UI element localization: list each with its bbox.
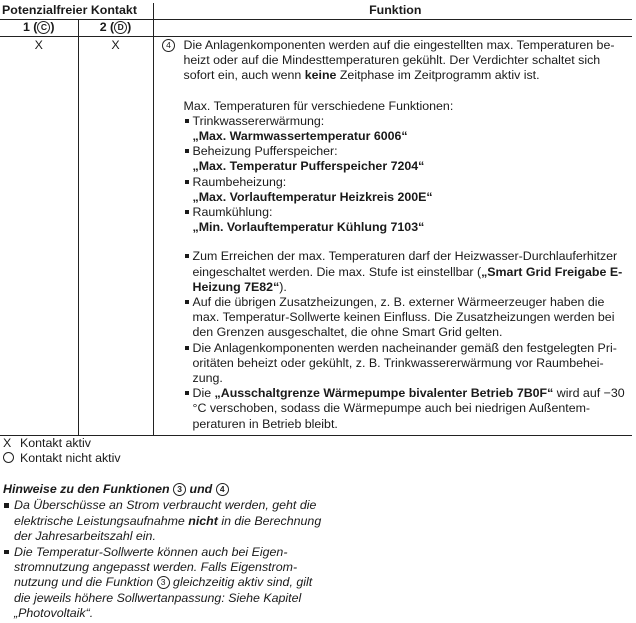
legend-inactive-text: Kontakt nicht aktiv [20,451,121,465]
list-item: Auf die übrigen Zusatzheizungen, z. B. externer Wärmeerzeuger haben die max. Temperatur-Sollwerte keinen Einfluss. Die Zusatzheizungen werden bei den Grenzen ausgeschaltet, die ohne Smart Grid gelten. [184,295,629,341]
temperatures-intro: Max. Temperaturen für verschiedene Funktionen: [183,98,454,113]
col2-num: 2 [99,20,107,34]
notes-section [3,482,323,622]
col2-header: 2 ( D ) [78,20,153,37]
list-item: Beheizung Pufferspeicher: „Max. Temperatur Pufferspeicher 7204“ [184,144,629,174]
list-item: Die Anlagenkomponenten werden nacheinander gemäß den festgelegten Prioritäten beheizt oder gekühlt, z. B. Trinkwassererwärmung vor Raumbeheizung. [184,341,629,387]
row-contact-2: X [78,37,153,436]
legend-active [3,436,121,451]
row-function [153,37,632,436]
function-subheader [153,20,632,37]
notes-inline-num: 3 [157,576,170,589]
details-list [184,249,629,431]
col1-num: 1 [22,20,30,34]
list-item: Die Temperatur-Sollwerte können auch bei Eigenstromnutzung angepasst werden. Falls Eigenstromnutzung und die Funktion 3 gleichzeitig aktiv sind, gilt die jeweils höhere Sollwertanpassung: Siehe Kapitel „Photovoltaik“. [3,545,323,622]
header-function: Funktion [153,3,632,20]
notes-num-4: 4 [216,483,229,496]
table-subheader-row [0,20,632,37]
list-item: Zum Erreichen der max. Temperaturen darf der Heizwasser-Durchlauferhitzer eingeschaltet werden. Die max. Stufe ist einstellbar („Smart Grid Freigabe E-Heizung 7E82“). [184,249,629,295]
function-table [0,3,632,436]
row-contact-1: X [0,37,78,436]
notes-title: Hinweise zu den Funktionen 3 und 4 [3,482,323,497]
function-text [184,38,629,432]
notes-list [3,498,323,621]
list-item: Raumbeheizung: „Max. Vorlauftemperatur Heizkreis 200E“ [184,175,629,205]
temperatures-list [184,114,629,236]
legend-inactive [3,451,121,466]
list-item: Trinkwassererwärmung: „Max. Warmwassertemperatur 6006“ [184,114,629,144]
list-item: Die „Ausschaltgrenze Wärmepumpe bivalenter Betrieb 7B0F“ wird auf −30 °C verschoben, sodass die Wärmepumpe auch bei niedrigen Außentemperaturen in Betrieb bleibt. [184,386,629,432]
legend [3,436,121,466]
col1-header: 1 ( C ) [0,20,78,37]
header-contact: Potenzialfreier Kontakt [0,3,153,20]
legend-x-symbol: X [3,436,12,450]
table-header-row [0,3,632,20]
col2-symbol: D [114,21,127,34]
function-number: 4 [162,39,175,52]
notes-num-3: 3 [173,483,186,496]
function-paragraph-1: Die Anlagenkomponenten werden auf die eingestellten max. Temperaturen beheizt oder auf die Mindesttemperaturen gekühlt. Der Verdichter schaltet sich sofort ein, auch wenn keine Zeitphase im Zeitprogramm aktiv ist. [183,38,615,83]
list-item: Raumkühlung: „Min. Vorlauftemperatur Kühlung 7103“ [184,205,629,235]
table-row [0,37,632,436]
col1-symbol: C [37,21,50,34]
legend-active-text: Kontakt aktiv [20,436,91,450]
circle-icon [3,452,14,463]
list-item: Da Überschüsse an Strom verbraucht werden, geht die elektrische Leistungsaufnahme nicht in die Berechnung der Jahresarbeitszahl ein. [3,498,323,544]
